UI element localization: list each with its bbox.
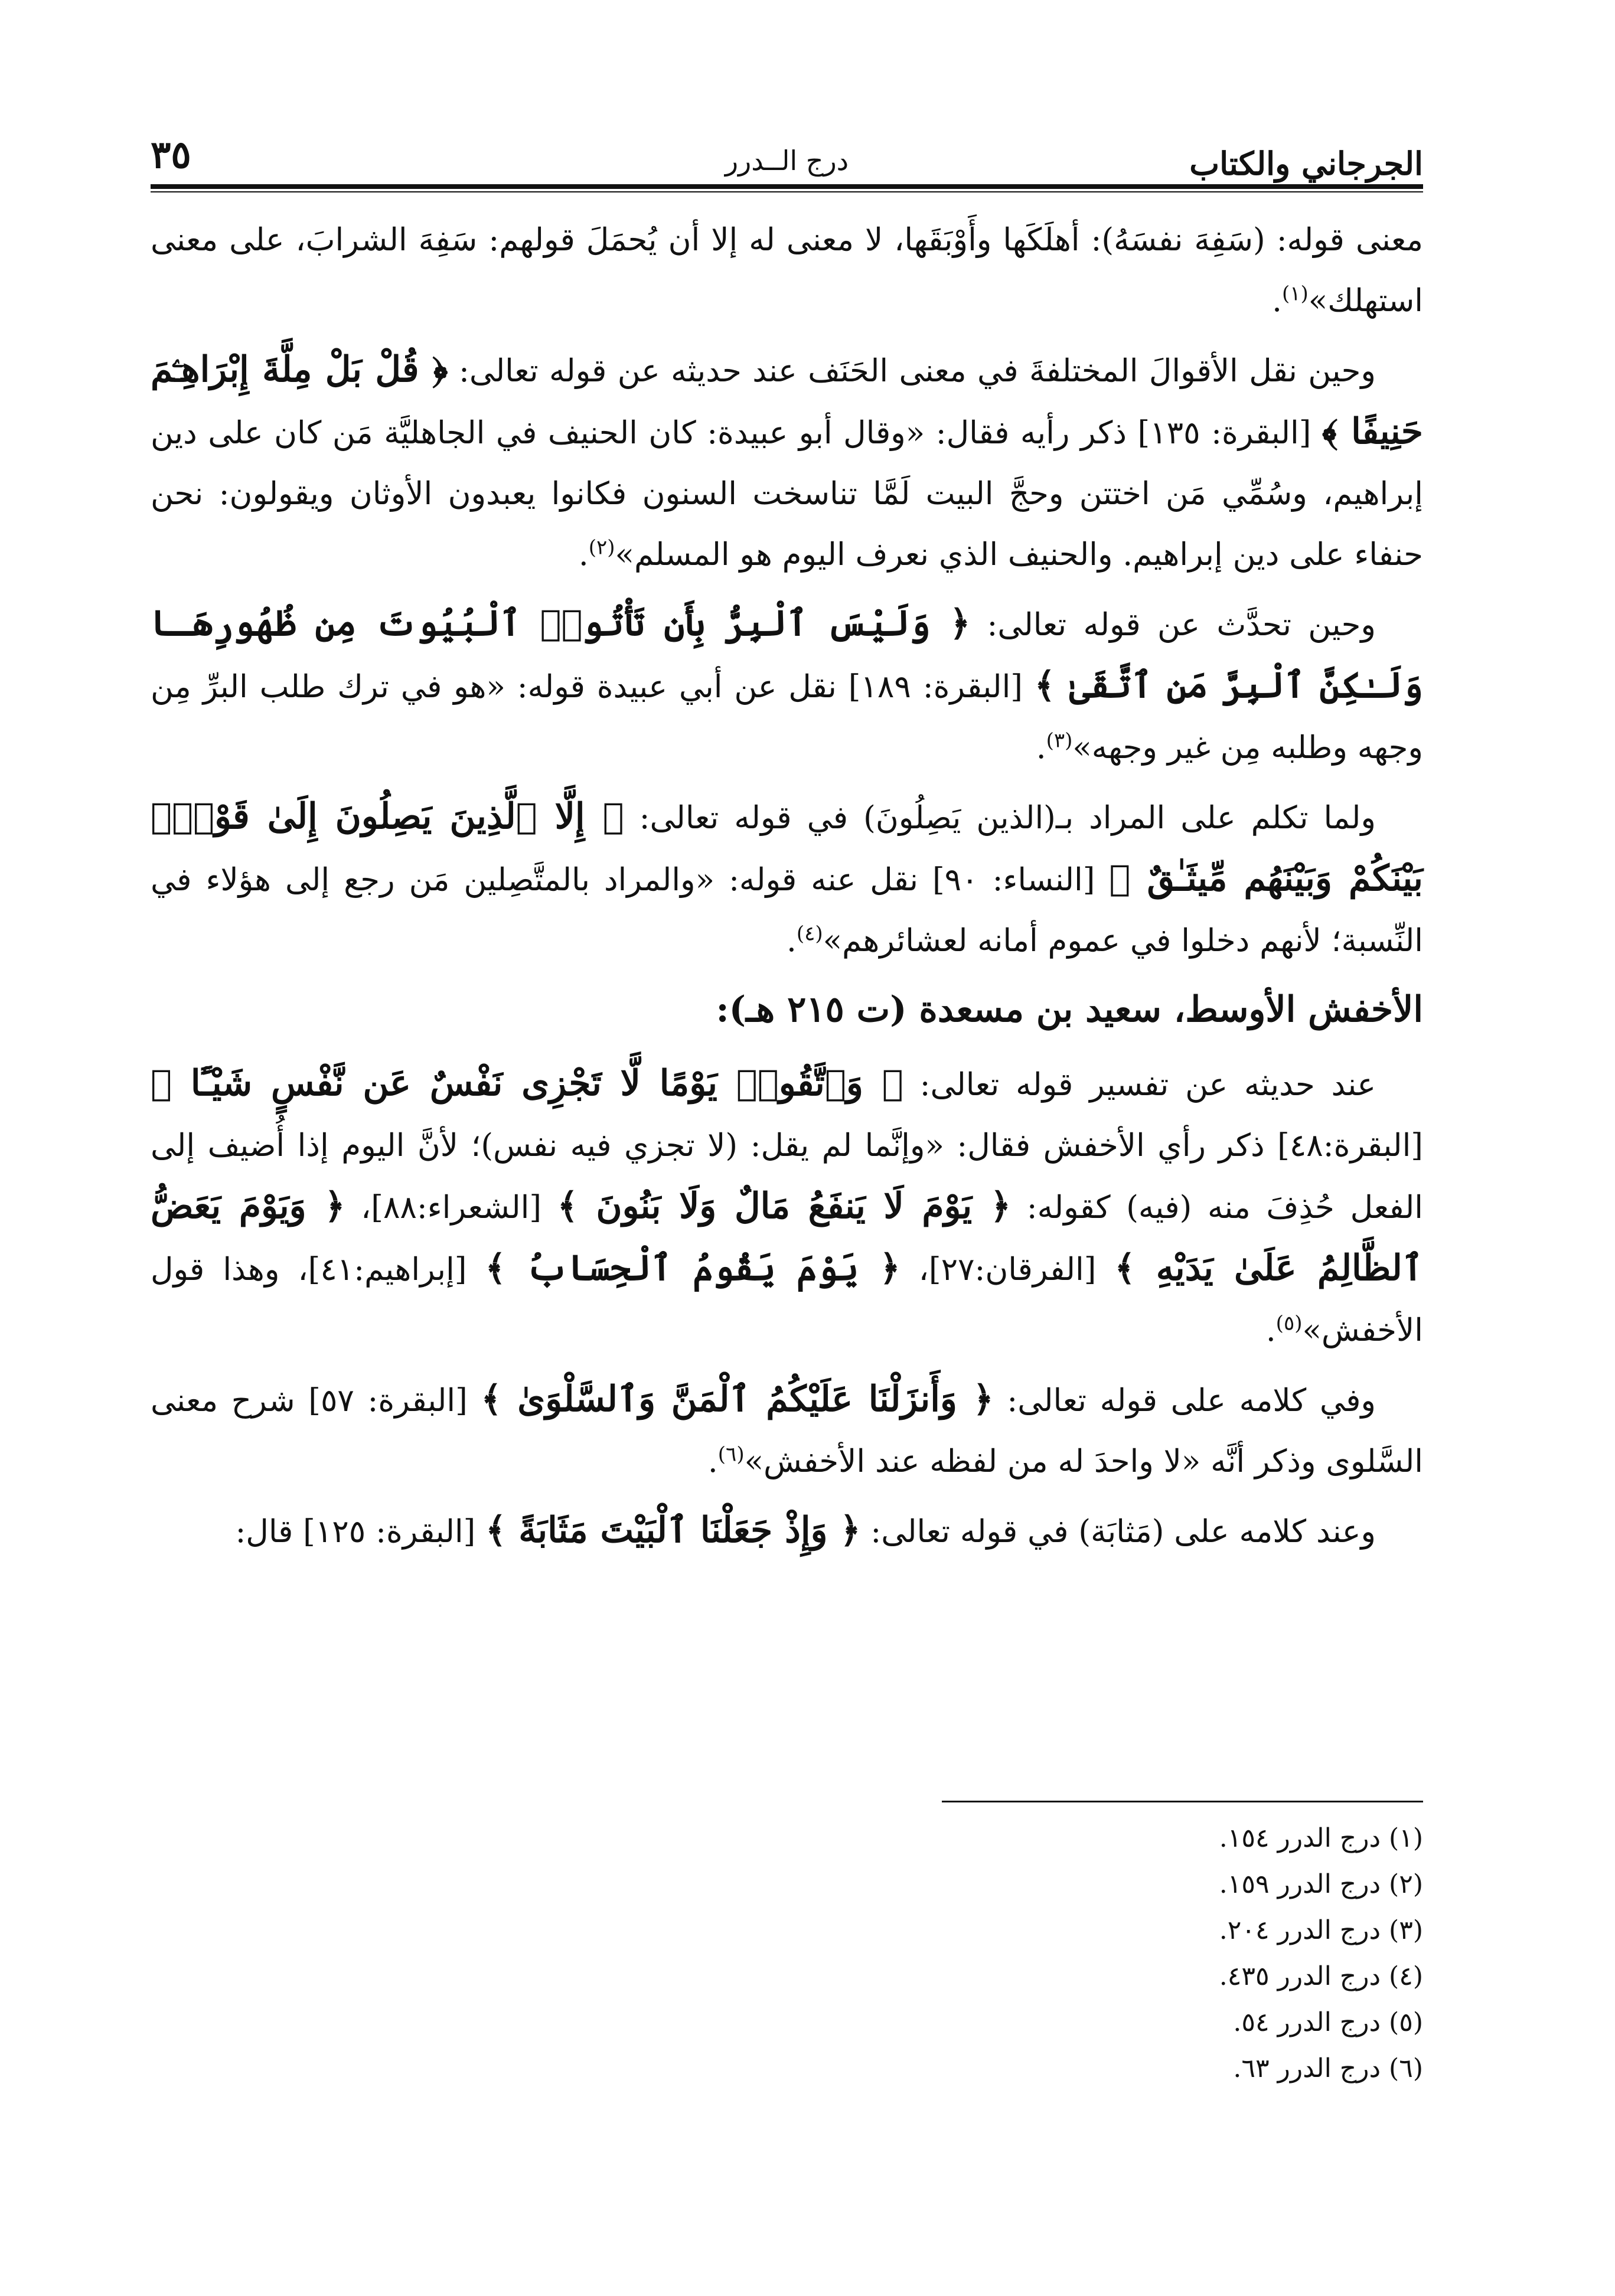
quran-verse: ﴿ وَإِذْ جَعَلْنَا ٱلْبَيْتَ مَثَابَةً ﴾ <box>485 1510 861 1551</box>
section-heading: الأخفش الأوسط، سعيد بن مسعدة (ت ٢١٥ هـ): <box>716 989 1423 1030</box>
paragraph <box>151 593 1423 778</box>
paragraph <box>151 1369 1423 1492</box>
running-title: درج الــدرر <box>725 145 849 177</box>
text-run: معنى قوله: (سَفِهَ نفسَهُ): أهلَكَها وأَوْبَقَها، لا معنى له إلا أن يُحمَلَ قولهم: سَفِهَ الشرابَ، على معنى استهلك» <box>151 222 1423 319</box>
text-run: . <box>578 537 589 573</box>
text-run: وفي كلامه على قوله تعالى: <box>993 1383 1376 1419</box>
text-run: وحين نقل الأقوالَ المختلفةَ في معنى الحَنَف عند حديثه عن قوله تعالى: <box>448 353 1376 389</box>
text-run: [البقرة: ١٣٥] ذكر رأيه فقال: «وقال أبو عبيدة: كان الحنيف في الجاهليَّة مَن كان على دين إبراهيم، وسُمِّي مَن اختتن وحجَّ البيت لَمَّا تناسخت السنون فكانوا يعبدون الأوثان ويقولون: نحن حنفاء على دين إبراهيم. والحنيف الذي نعرف اليوم هو المسلم» <box>151 415 1423 573</box>
text-run: . <box>707 1443 718 1480</box>
quran-verse: ﴿ إِلَّا ٱلَّذِينَ يَصِلُونَ إِلَىٰ قَوْمٍۭ بَيْنَكُمْ وَبَيْنَهُم مِّيثَـٰقٌ ﴾ <box>151 796 1424 899</box>
text-run: [البقرة: ١٨٩] نقل عن أبي عبيدة قوله: «هو في ترك طلب البرِّ مِن وجهه وطلبه مِن غير وجهه» <box>151 669 1423 766</box>
header-rule <box>151 184 1423 189</box>
text-run: وعند كلامه على (مَثابَة) في قوله تعالى: <box>860 1514 1376 1550</box>
quran-verse: ﴿ وَلَيْسَ ٱلْبِرُّ بِأَن تَأْتُوا۟ ٱلْبُيُوتَ مِن ظُهُورِهَـا وَلَـٰكِنَّ ٱلْبِرَّ مَنِ ٱتَّقَىٰ ﴾ <box>151 603 1423 706</box>
text-run: [النساء: ٩٠] نقل عنه قوله: «والمراد بالمتَّصِلين مَن رجع إلى هؤلاء في النِّسبة؛ لأنهم دخلوا في عموم أمانه لعشائرهم» <box>151 862 1423 959</box>
footnote-item: (٤) درج الدرر ٤٣٥. <box>1219 1961 1423 1991</box>
header-rule-thin <box>151 191 1423 192</box>
footnote-item: (٦) درج الدرر ٦٣. <box>1233 2053 1423 2083</box>
page-header <box>151 127 1423 192</box>
footnote-marker: (٤) <box>796 922 823 946</box>
footnote-separator <box>942 1801 1423 1802</box>
text-run: [الفرقان:٢٧]، <box>900 1252 1115 1288</box>
text-run: [إبراهيم:٤١]، وهذا قول الأخفش» <box>151 1252 1423 1348</box>
footnote-item: (٢) درج الدرر ١٥٩. <box>1219 1869 1423 1899</box>
footnote-item: (١) درج الدرر ١٥٤. <box>1219 1823 1423 1853</box>
paragraph <box>151 1500 1423 1562</box>
footnote-marker: (٢) <box>588 535 615 560</box>
paragraph <box>151 210 1423 331</box>
text-run: . <box>1036 730 1046 766</box>
footnote-marker: (٦) <box>717 1442 745 1467</box>
quran-verse: ﴿ يَوْمَ لَا يَنفَعُ مَالٌ وَلَا بَنُونَ ﴾ <box>557 1185 1012 1227</box>
paragraphs-group-1 <box>151 210 1423 971</box>
footnote-marker: (٥) <box>1275 1311 1303 1335</box>
text-run: وحين تحدَّث عن قوله تعالى: <box>970 607 1376 643</box>
quran-verse: ﴿ وَيَوْمَ يَعَضُّ ٱلظَّالِمُ عَلَىٰ يَدَيْهِ ﴾ <box>151 1185 1423 1289</box>
text-run: [البقرة:٤٨] ذكر رأي الأخفش فقال: «وإنَّما لم يقل: (لا تجزي فيه نفس)؛ لأنَّ اليوم إذا أُضيف إلى الفعل حُذِفَ منه (فيه) كقوله: <box>151 1128 1423 1226</box>
paragraph <box>151 1053 1423 1361</box>
quran-verse: ﴿ قُلْ بَلْ مِلَّةَ إِبْرَاهِـۧمَ حَنِيفًا ﴾ <box>151 349 1424 452</box>
paragraph <box>151 786 1423 971</box>
text-run: عند حديثه عن تفسير قوله تعالى: <box>903 1067 1376 1103</box>
text-run: [البقرة: ٥٧] شرح معنى السَّلوى وذكر أنَّه «لا واحدَ له من لفظه عند الأخفش» <box>151 1383 1423 1480</box>
page-number: ٣٥ <box>151 133 191 177</box>
footnote-marker: (٣) <box>1046 729 1073 753</box>
text-run: . <box>1272 283 1282 319</box>
footnote-item: (٥) درج الدرر ٥٤. <box>1233 2007 1423 2037</box>
paragraph <box>151 339 1423 585</box>
text-run: . <box>786 923 797 959</box>
text-run: [البقرة: ١٢٥] قال: <box>235 1514 486 1550</box>
text-run: [الشعراء:٨٨]، <box>345 1190 557 1226</box>
chapter-title: الجرجاني والكتاب <box>1189 145 1423 182</box>
quran-verse: ﴿ يَوْمَ يَقُومُ ٱلْحِسَابُ ﴾ <box>485 1247 901 1289</box>
quran-verse: ﴿ وَٱتَّقُوا۟ يَوْمًا لَّا تَجْزِى نَفْسٌ عَن نَّفْسٍ شَيْـًٔا ﴾ <box>151 1063 903 1104</box>
footnote-item: (٣) درج الدرر ٢٠٤. <box>1219 1915 1423 1945</box>
paragraphs-group-2 <box>151 1053 1423 1562</box>
main-text <box>151 210 1423 1570</box>
quran-verse: ﴿ وَأَنزَلْنَا عَلَيْكُمُ ٱلْمَنَّ وَٱلسَّلْوَىٰ ﴾ <box>481 1379 994 1420</box>
footnotes <box>942 1815 1423 2092</box>
footnote-marker: (١) <box>1282 282 1309 306</box>
text-run: . <box>1265 1312 1276 1348</box>
text-run: ولما تكلم على المراد بـ(الذين يَصِلُونَ) في قوله تعالى: <box>624 800 1376 836</box>
